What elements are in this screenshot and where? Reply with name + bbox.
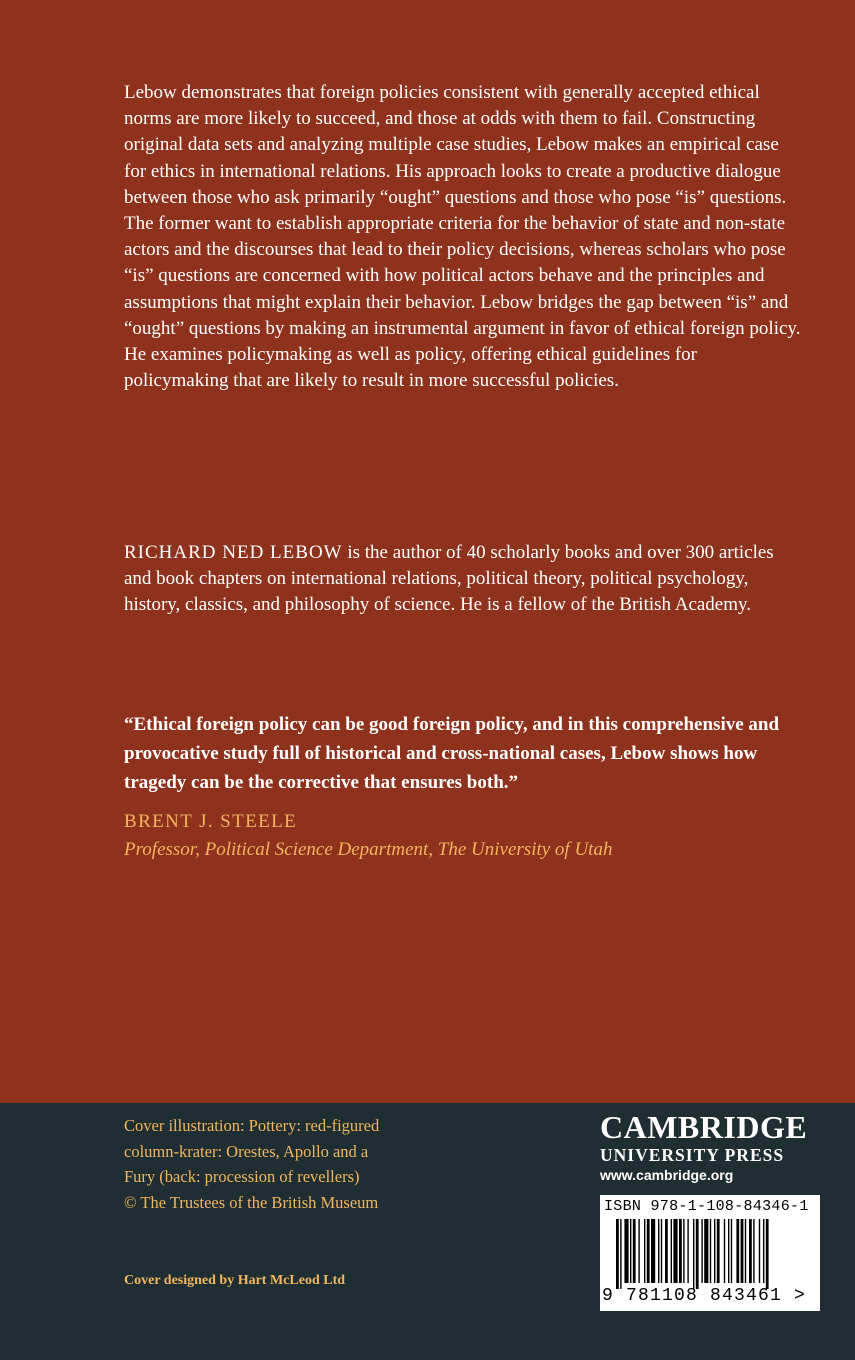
author-bio-text: is the author of 40 scholarly books and over 300 articles and book chapters on international relations, political theory, political psychology, history, classics, and philosophy of science. He is a fellow of the British Academy. [124,542,774,616]
cover-illustration-credit [124,1113,444,1215]
barcode-digits: 9 781108 843461 > [602,1286,807,1306]
credit-line: © The Trustees of the British Museum [124,1192,379,1212]
publisher-press: UNIVERSITY PRESS [600,1145,785,1165]
isbn-barcode [600,1195,820,1311]
credit-line: column-krater: Orestes, Apollo and a [124,1141,369,1161]
isbn-label: ISBN 978-1-108-84346-1 [604,1198,809,1215]
back-cover-footer-panel [0,1103,855,1360]
publisher-name: CAMBRIDGE [600,1109,808,1145]
barcode-bars [600,1219,820,1289]
credit-line: Fury (back: procession of revellers) [124,1167,360,1186]
book-blurb: Lebow demonstrates that foreign policies consistent with generally accepted ethical norms are more likely to succeed, and those at odds with them to fail. Constructing original data sets and analyzing multiple case studies, Lebow makes an empirical case for ethics in international relations. His approach looks to create a productive dialogue between those who ask primarily “ought” questions and those who pose “is” questions. The former want to establish appropriate criteria for the behavior of state and non-state actors and the discourses that lead to their policy decisions, whereas scholars who pose “is” questions are concerned with how political actors behave and the principles and assumptions that might explain their behavior. Lebow bridges the gap between “is” and “ought” questions by making an instrumental argument in favor of ethical foreign policy. He examines policymaking as well as policy, offering ethical guidelines for policymaking that are likely to result in more successful policies. [124,82,801,392]
credit-line: Cover illustration: Pottery: red-figured [124,1116,380,1135]
author-name: RICHARD NED LEBOW [124,542,343,563]
cover-designer-credit: Cover designed by Hart McLeod Ltd [124,1273,346,1288]
endorsement-quote: “Ethical foreign policy can be good foreign policy, and in this comprehensive and provocative study full of historical and cross-national cases, Lebow shows how tragedy can be the corrective that ensures both.” [124,714,780,793]
endorser-role: Professor, Political Science Department, The University of Utah [124,839,613,860]
publisher-logo [600,1109,822,1185]
endorser-name: BRENT J. STEELE [124,811,298,832]
publisher-url: www.cambridge.org [600,1167,734,1183]
author-bio [124,540,804,619]
